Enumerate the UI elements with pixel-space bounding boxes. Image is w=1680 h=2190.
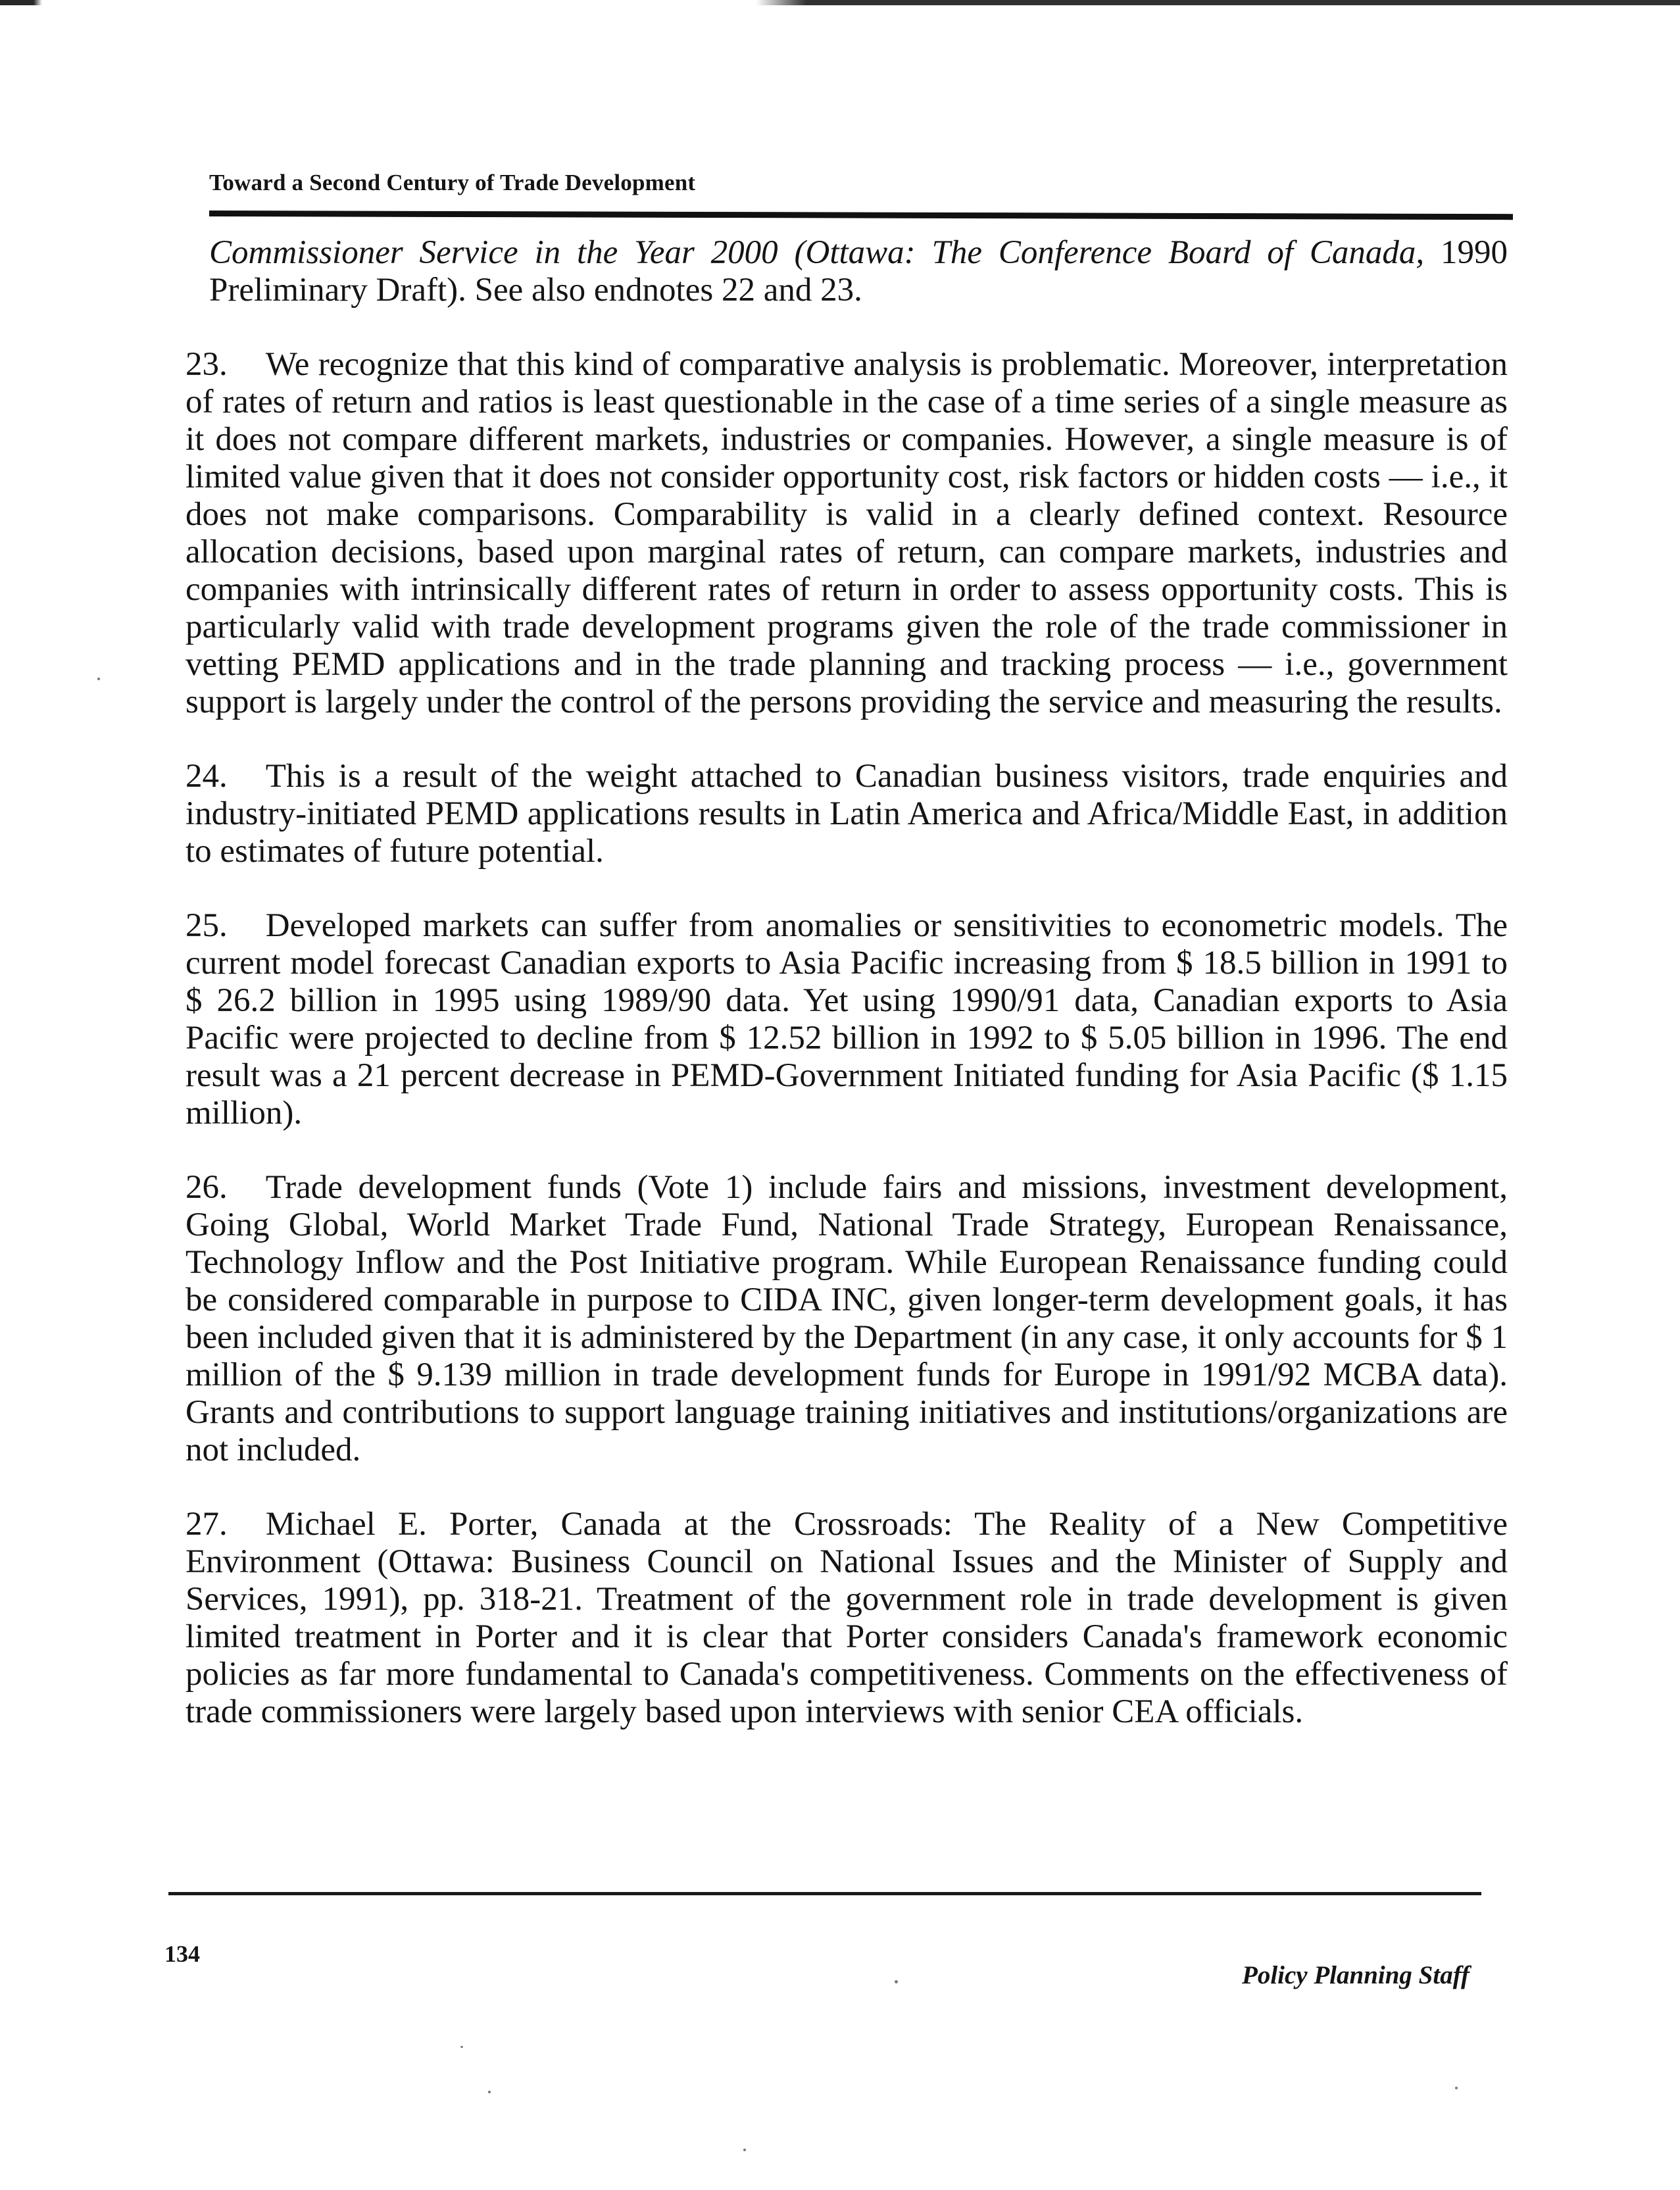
scan-speck — [460, 2046, 463, 2048]
scan-speck — [488, 2091, 491, 2093]
endnote-27 — [185, 1506, 1508, 1731]
endnote-number: 27. — [185, 1506, 228, 1543]
endnote-text: We recognize that this kind of comparative analysis is problematic. Moreover, interpretation of rates of return and ratios is least questionable in the case of a time series of a single measure as it does not compare different markets, industries or companies. However, a single measure is of limited value given that it does not consider opportunity cost, risk factors or hidden costs — i.e., it does not make comparisons. Comparability is valid in a clearly defined context. Resource allocation decisions, based upon marginal rates of return, can compare markets, industries and companies with intrinsically different rates of return in order to assess opportunity costs. This is particularly valid with trade development programs given the role of the trade commissioner in vetting PEMD applications and in the trade planning and tracking process — i.e., government support is largely under the control of the persons providing the service and measuring the results. — [185, 346, 1508, 720]
footer-rule — [168, 1892, 1481, 1895]
endnote-text: This is a result of the weight attached to Canadian business visitors, trade enquiries and industry-initiated PEMD applications results in Latin America and Africa/Middle East, in addition to estimates of future potential. — [185, 758, 1508, 870]
continuation-rest: 1990 Preliminary Draft). See also endnotes 22 and 23. — [209, 234, 1508, 309]
endnote-number: 26. — [185, 1169, 228, 1206]
endnote-text: Developed markets can suffer from anomalies or sensitivities to econometric models. The current model forecast Canadian exports to Asia Pacific increasing from $ 18.5 billion in 1991 to $ 26.2 billion in 1995 using 1989/90 data. Yet using 1990/91 data, Canadian exports to Asia Pacific were projected to decline from $ 12.52 billion in 1992 to $ 5.05 billion in 1996. The end result was a 21 percent decrease in PEMD-Government Initiated funding for Asia Pacific ($ 1.15 million). — [185, 907, 1508, 1132]
endnote-24 — [185, 758, 1508, 870]
header-rule — [209, 211, 1513, 220]
scan-speck — [743, 2149, 746, 2151]
endnote-number: 25. — [185, 907, 228, 944]
scan-edge — [0, 0, 1680, 5]
continuation-italic: Commissioner Service in the Year 2000 (Ottawa: The Conference Board of Canada, — [209, 234, 1425, 271]
continuation-paragraph — [209, 234, 1508, 309]
endnote-number: 23. — [185, 346, 228, 383]
endnotes-body — [185, 234, 1508, 1768]
endnote-text: Michael E. Porter, Canada at the Crossroads: The Reality of a New Competitive Environment (Ottawa: Business Council on National Issues and the Minister of Supply and Services, 1991), pp. 318-21. Treatment of the government role in trade development is given limited treatment in Porter and it is clear that Porter considers Canada's framework economic policies as far more fundamental to Canada's competitiveness. Comments on the effectiveness of trade commissioners were largely based upon interviews with senior CEA officials. — [185, 1506, 1508, 1730]
scan-speck — [1455, 2087, 1458, 2089]
scan-speck — [895, 1980, 898, 1983]
page-number: 134 — [164, 1941, 200, 1967]
running-head: Toward a Second Century of Trade Development — [209, 170, 696, 195]
endnote-23 — [185, 346, 1508, 721]
scan-speck — [97, 678, 100, 680]
endnote-text: Trade development funds (Vote 1) include fairs and missions, investment development, Going Global, World Market Trade Fund, National Trade Strategy, European Renaissance, Technology Inflow and the Post Initiative program. While European Renaissance funding could be considered comparable in purpose to CIDA INC, given longer-term development goals, it has been included given that it is administered by the Department (in any case, it only accounts for $ 1 million of the $ 9.139 million in trade development funds for Europe in 1991/92 MCBA data). Grants and contributions to support language training initiatives and institutions/organizations are not included. — [185, 1169, 1508, 1468]
endnote-number: 24. — [185, 758, 228, 795]
endnote-25 — [185, 907, 1508, 1132]
endnote-26 — [185, 1169, 1508, 1469]
footer-publisher: Policy Planning Staff — [1242, 1961, 1470, 1989]
